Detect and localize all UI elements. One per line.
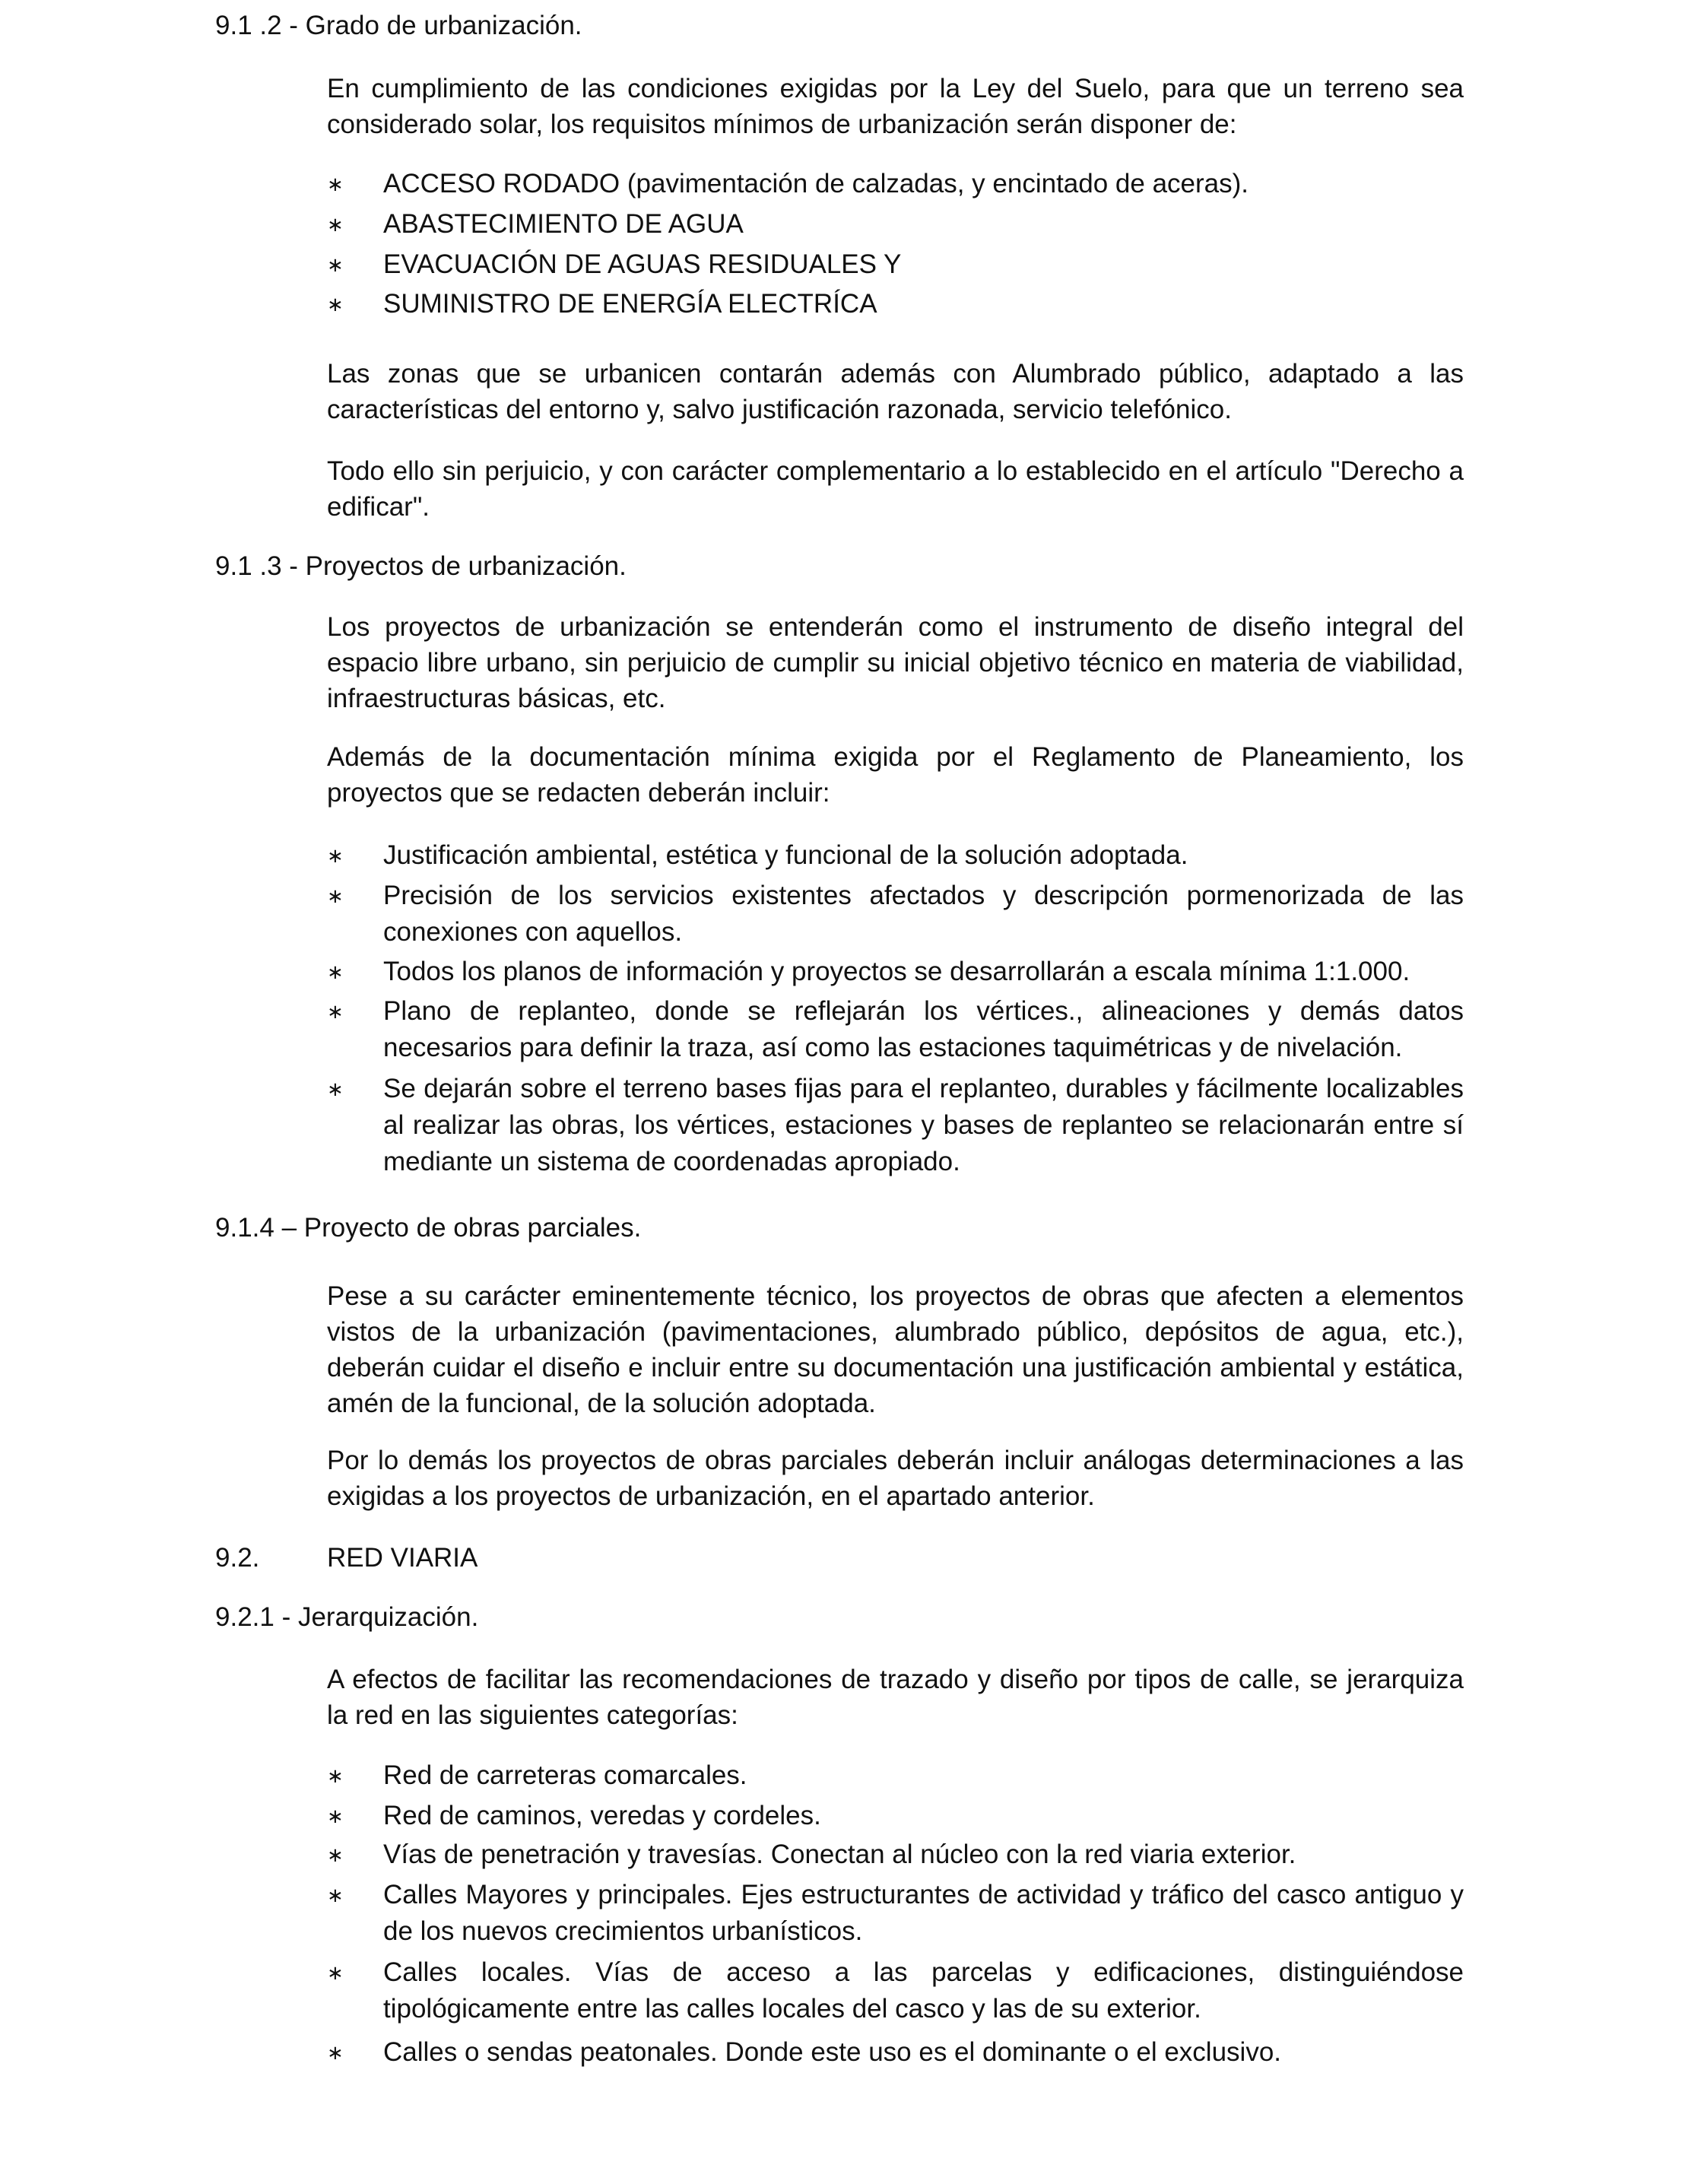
bullet-icon: ∗	[327, 884, 344, 907]
list-item: ∗ ACCESO RODADO (pavimentación de calzadas, y encintado de aceras).	[327, 166, 1464, 202]
paragraph: Además de la documentación mínima exigida por el Reglamento de Planeamiento, los proyectos que se redacten deberán incluir:	[327, 742, 1464, 808]
paragraph: Por lo demás los proyectos de obras parciales deberán incluir análogas determinaciones a las exigidas a los proyectos de urbanización, en el apartado anterior.	[327, 1446, 1464, 1511]
bullet-icon: ∗	[327, 1078, 344, 1100]
list-item: ∗ Calles Mayores y principales. Ejes estructurantes de actividad y tráfico del casco antiguo y de los nuevos crecimientos urbanísticos.	[327, 1877, 1464, 1950]
paragraph: En cumplimiento de las condiciones exigidas por la Ley del Suelo, para que un terreno sea considerado solar, los requisitos mínimos de urbanización serán disponer de:	[327, 74, 1464, 139]
bullet-icon: ∗	[327, 173, 344, 195]
list-item: ∗ Calles locales. Vías de acceso a las parcelas y edificaciones, distinguiéndose tipológicamente entre las calles locales del casco y las de su exterior.	[327, 1954, 1464, 2027]
bullet-icon: ∗	[327, 1961, 344, 1984]
bullet-icon: ∗	[327, 253, 344, 276]
list-item: ∗ Todos los planos de información y proyectos se desarrollarán a escala mínima 1:1.000.	[327, 954, 1464, 990]
bullet-icon: ∗	[327, 293, 344, 316]
paragraph: A efectos de facilitar las recomendaciones de trazado y diseño por tipos de calle, se jerarquiza la red en las siguientes categorías:	[327, 1665, 1464, 1730]
list-item: ∗ Plano de replanteo, donde se reflejarán los vértices., alineaciones y demás datos necesarios para definir la traza, así como las estaciones taquimétricas y de nivelación.	[327, 993, 1464, 1066]
bullet-icon: ∗	[327, 1884, 344, 1906]
list-item: ∗ Precisión de los servicios existentes afectados y descripción pormenorizada de las conexiones con aquellos.	[327, 878, 1464, 951]
paragraph: Pese a su carácter eminentemente técnico, los proyectos de obras que afecten a elementos vistos de la urbanización (pavimentaciones, alumbrado público, depósitos de agua, etc.), deberán cuidar el diseño e incluir entre su documentación una justificación ambiental y estática, amén de la funcional, de la solución adoptada.	[327, 1281, 1464, 1418]
bullet-icon: ∗	[327, 213, 344, 236]
heading-9-1-4: 9.1.4 – Proyecto de obras parciales.	[215, 1213, 642, 1243]
list-item: ∗ Se dejarán sobre el terreno bases fijas para el replanteo, durables y fácilmente localizables al realizar las obras, los vértices, estaciones y bases de replanteo se relacionarán entre sí mediante un sistema de coordenadas apropiado.	[327, 1071, 1464, 1180]
list-item: ∗ Red de carreteras comarcales.	[327, 1757, 1464, 1794]
paragraph: Las zonas que se urbanicen contarán además con Alumbrado público, adaptado a las características del entorno y, salvo justificación razonada, servicio telefónico.	[327, 359, 1464, 424]
paragraph: Todo ello sin perjuicio, y con carácter complementario a lo establecido en el artículo "Derecho a edificar".	[327, 456, 1464, 522]
bullet-icon: ∗	[327, 1805, 344, 1827]
bullet-icon: ∗	[327, 844, 344, 867]
heading-9-1-3: 9.1 .3 - Proyectos de urbanización.	[215, 551, 627, 581]
heading-9-2-1: 9.2.1 - Jerarquización.	[215, 1602, 479, 1632]
bullet-icon: ∗	[327, 960, 344, 983]
heading-9-1-2: 9.1 .2 - Grado de urbanización.	[215, 11, 582, 40]
bullet-icon: ∗	[327, 1843, 344, 1866]
list-item: ∗ Vías de penetración y travesías. Conectan al núcleo con la red viaria exterior.	[327, 1836, 1464, 1873]
bullet-icon: ∗	[327, 1764, 344, 1787]
list-item: ∗ EVACUACIÓN DE AGUAS RESIDUALES Y	[327, 246, 1464, 283]
list-item: ∗ SUMINISTRO DE ENERGÍA ELECTRÍCA	[327, 286, 1464, 322]
list-item: ∗ Red de caminos, veredas y cordeles.	[327, 1798, 1464, 1834]
list-item: ∗ Calles o sendas peatonales. Donde este uso es el dominante o el exclusivo.	[327, 2034, 1464, 2071]
section-title: RED VIARIA	[327, 1543, 478, 1573]
bullet-icon: ∗	[327, 2041, 344, 2064]
list-item: ∗ ABASTECIMIENTO DE AGUA	[327, 206, 1464, 243]
paragraph: Los proyectos de urbanización se entenderán como el instrumento de diseño integral del espacio libre urbano, sin perjuicio de cumplir su inicial objetivo técnico en materia de viabilidad, infraestructuras básicas, etc.	[327, 612, 1464, 713]
bullet-icon: ∗	[327, 1000, 344, 1023]
list-item: ∗ Justificación ambiental, estética y funcional de la solución adoptada.	[327, 837, 1464, 874]
section-number: 9.2.	[215, 1543, 260, 1573]
